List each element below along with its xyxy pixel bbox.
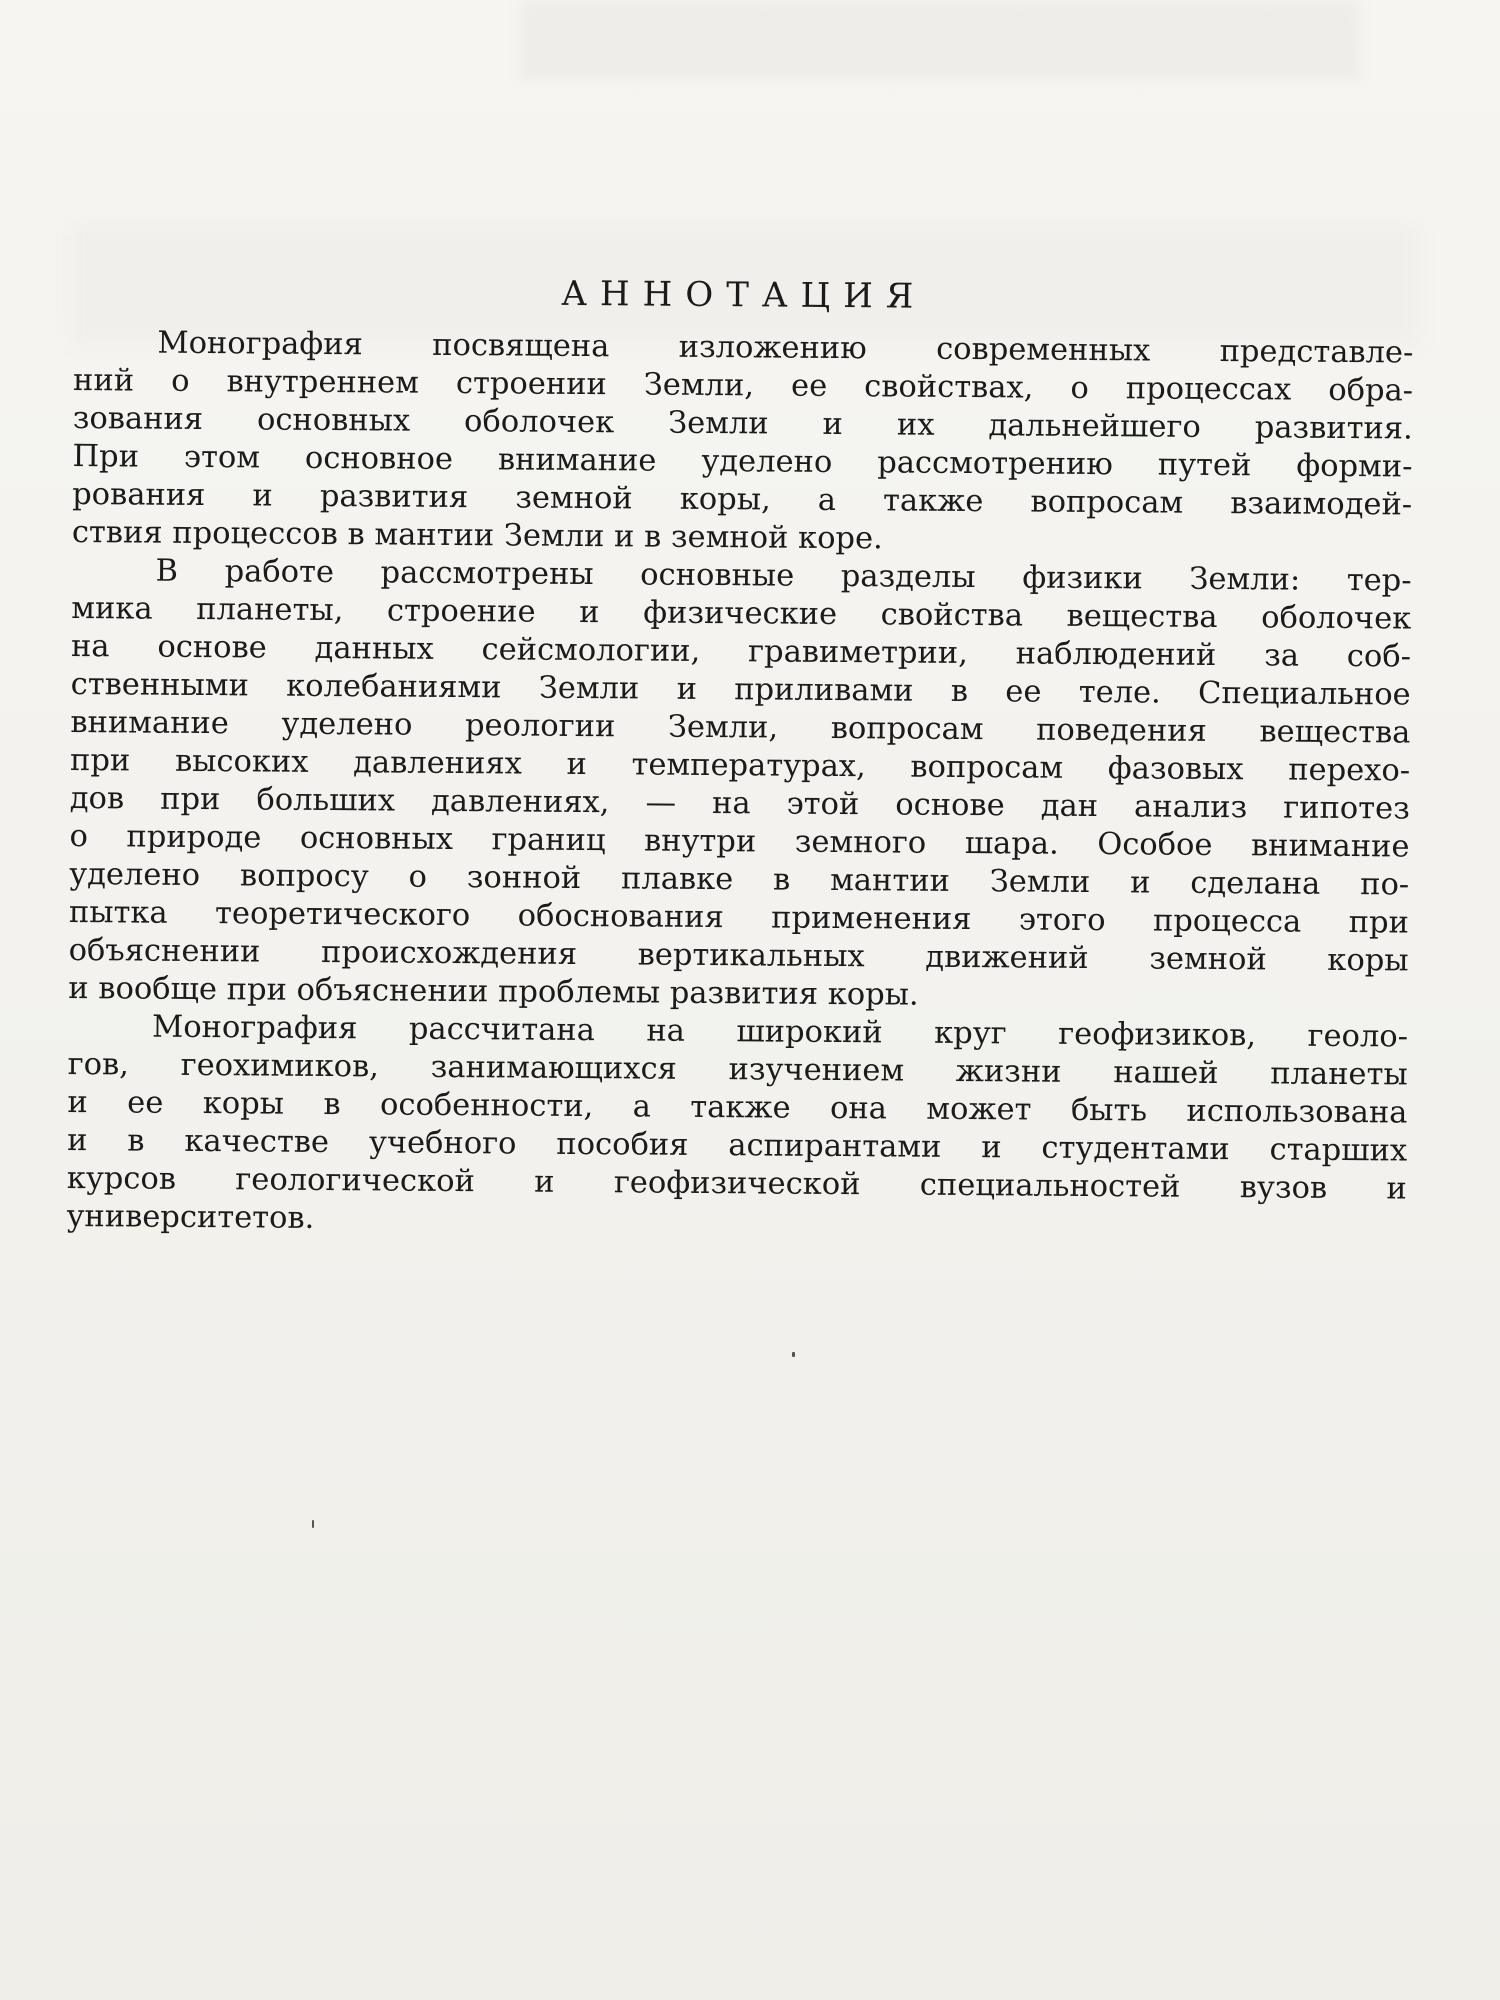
annotation-text-block — [66, 268, 1414, 1246]
text-line: внимание уделено реологии Земли, вопросам поведения вещества — [70, 704, 1411, 751]
text-line: Монография рассчитана на широкий круг геофизиков, геоло- — [151, 1009, 1409, 1055]
text-line: мика планеты, строение и физические свойства вещества оболочек — [71, 590, 1412, 637]
paper-speck — [792, 1352, 795, 1357]
text-line: уделено вопросу о зонной плавке в мантии Земли и сделана по- — [69, 856, 1410, 903]
text-line: дов при больших давлениях, — на этой основе дан анализ гипотез — [69, 780, 1410, 827]
text-line: ствия процессов в мантии Земли и в земной коре. — [71, 514, 883, 557]
page-title: АННОТАЦИЯ — [561, 273, 927, 317]
paragraph-3 — [66, 1008, 1408, 1247]
text-line: и вообще при объяснении проблемы развития коры. — [68, 970, 919, 1013]
text-line: зования основных оболочек Земли и их дальнейшего развития. — [72, 400, 1413, 447]
text-line: и ее коры в особенности, а также она может быть использована — [67, 1084, 1408, 1131]
show-through-shadow — [520, 0, 1360, 80]
text-line: гов, геохимиков, занимающихся изучением жизни нашей планеты — [67, 1046, 1408, 1093]
text-line: В работе рассмотрены основные разделы физики Земли: тер- — [155, 553, 1412, 599]
text-line: Монография посвящена изложению современных представле- — [157, 325, 1414, 371]
text-line: курсов геологической и геофизической специальностей вузов и — [66, 1160, 1407, 1207]
text-line: и в качестве учебного пособия аспирантами и студентами старших — [67, 1122, 1408, 1169]
text-line: на основе данных сейсмологии, гравиметрии, наблюдений за соб- — [70, 628, 1412, 675]
text-line: ний о внутреннем строении Земли, ее свойствах, о процессах обра- — [72, 362, 1414, 409]
text-line: при высоких давлениях и температурах, вопросам фазовых перехо- — [69, 742, 1411, 789]
text-line: При этом основное внимание уделено рассмотрению путей форми- — [72, 438, 1413, 485]
text-line: о природе основных границ внутри земного шара. Особое внимание — [69, 818, 1410, 865]
text-line: ственными колебаниями Земли и приливами в ее теле. Специальное — [70, 666, 1411, 713]
text-line: пытка теоретического обоснования применения этого процесса при — [68, 894, 1410, 941]
paper-speck — [312, 1520, 314, 1528]
text-line: университетов. — [66, 1198, 315, 1236]
paragraph-2 — [68, 552, 1412, 1019]
text-line: объяснении происхождения вертикальных движений земной коры — [68, 932, 1409, 979]
paragraph-1 — [72, 324, 1414, 563]
text-line: рования и развития земной коры, а также вопросам взаимодей- — [72, 476, 1413, 523]
